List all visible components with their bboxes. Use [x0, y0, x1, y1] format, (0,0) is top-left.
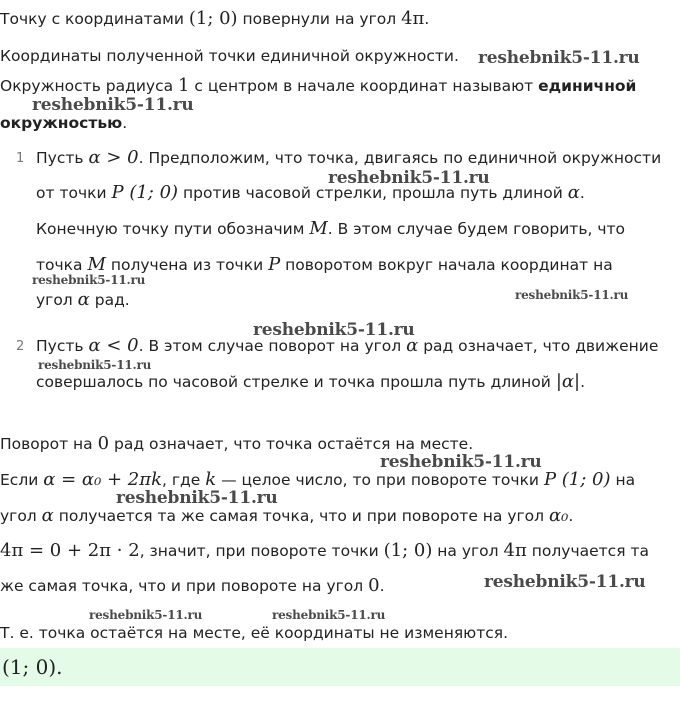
item1-text: . Предположим, что точка, двигаясь по единичной окружности [138, 149, 662, 167]
item2-text: . [580, 373, 586, 391]
item2-text: Пусть [36, 337, 84, 355]
item1-point-m: M [309, 218, 328, 239]
periodicity-line-2 [0, 505, 573, 527]
watermark: reshebnik5-11.ru [32, 95, 194, 115]
watermark: reshebnik5-11.ru [116, 488, 278, 508]
periodicity-text: на [615, 471, 636, 489]
item1-text: рад. [94, 291, 130, 309]
calc-equation: 4π = 0 + 2π · 2 [0, 540, 140, 561]
item1-alpha: α [567, 182, 580, 203]
item2-condition: α < 0 [88, 335, 139, 356]
intro-text-3: . [424, 10, 430, 28]
item1-alpha: α [77, 289, 90, 310]
item1-condition: α > 0 [88, 147, 139, 168]
item1-line-5 [36, 289, 130, 311]
periodicity-text: получается та же самая точка, что и при повороте на угол [58, 507, 545, 525]
item1-text: поворотом вокруг начала координат на [285, 256, 613, 274]
watermark: reshebnik5-11.ru [272, 608, 386, 622]
item2-text: . В этом случае поворот на угол [138, 337, 402, 355]
watermark: reshebnik5-11.ru [484, 572, 646, 592]
intro-text-2: повернули на угол [242, 10, 397, 28]
periodicity-text: угол [0, 507, 37, 525]
calc-point: (1; 0) [383, 540, 433, 561]
list-number-2: 2 [16, 339, 25, 354]
periodicity-equation: α = α₀ + 2πk [43, 469, 163, 490]
calc-text: . [379, 577, 385, 595]
item1-line-3 [36, 218, 625, 240]
item1-text: против часовой стрелки, прошла путь длиной [183, 184, 563, 202]
watermark: reshebnik5-11.ru [478, 48, 640, 68]
watermark: reshebnik5-11.ru [380, 452, 542, 472]
zero-text: Поворот на [0, 435, 93, 453]
item1-text: Конечную точку пути обозначим [36, 220, 305, 238]
intro-text-1: Точку с координатами [0, 10, 184, 28]
intro-point: (1; 0) [188, 8, 238, 29]
item1-text: от точки [36, 184, 107, 202]
watermark: reshebnik5-11.ru [515, 288, 629, 302]
item1-line-1 [36, 147, 661, 169]
item1-text: угол [36, 291, 73, 309]
answer-box [0, 648, 680, 686]
item1-point-p: P [268, 254, 281, 275]
item1-line-2 [36, 182, 585, 204]
intro-angle: 4π [401, 8, 425, 29]
definition-line-2 [0, 112, 127, 134]
calc-angle: 4π [503, 540, 527, 561]
zero-value: 0 [97, 433, 110, 454]
item1-text: . В этом случае будем говорить, что [327, 220, 625, 238]
zero-text: рад означает, что точка остаётся на месте. [114, 435, 474, 453]
item1-point: P (1; 0) [111, 182, 179, 203]
periodicity-alpha0: α₀ [549, 505, 569, 526]
calc-text: получается та [531, 542, 649, 560]
item2-abs-alpha: |α| [555, 371, 581, 392]
intro-line [0, 8, 429, 30]
answer-value: (1; 0). [2, 655, 63, 679]
periodicity-text: . [568, 507, 574, 525]
periodicity-line-1 [0, 469, 635, 491]
calc-line-2 [0, 575, 385, 597]
item2-text: рад означает, что движение [423, 337, 659, 355]
list-number-1: 1 [16, 151, 25, 166]
definition-term-2: окружностью [0, 114, 123, 132]
watermark: reshebnik5-11.ru [253, 320, 415, 340]
calc-zero: 0 [368, 575, 380, 596]
watermark: reshebnik5-11.ru [32, 273, 146, 287]
definition-text-2: с центром в начале координат называют [194, 77, 534, 95]
calc-text: на угол [437, 542, 499, 560]
item1-point-m: M [87, 254, 106, 275]
definition-line-1 [0, 75, 636, 97]
item2-text: совершалось по часовой стрелке и точка прошла путь длиной [36, 373, 551, 391]
question-line: Координаты полученной точки единичной окружности. [0, 47, 459, 65]
watermark: reshebnik5-11.ru [328, 168, 490, 188]
item1-text: получена из точки [110, 256, 264, 274]
conclusion-line: Т. е. точка остаётся на месте, её координаты не изменяются. [0, 624, 509, 642]
item1-text: точка [36, 256, 83, 274]
definition-term-1: единичной [538, 77, 637, 95]
watermark: reshebnik5-11.ru [38, 358, 152, 372]
item2-alpha: α [406, 335, 419, 356]
definition-text-1: Окружность радиуса [0, 77, 174, 95]
calc-text: , значит, при повороте точки [139, 542, 379, 560]
periodicity-text: Если [0, 471, 39, 489]
calc-line-1 [0, 540, 649, 562]
periodicity-k: k [205, 469, 217, 490]
periodicity-point: P (1; 0) [543, 469, 611, 490]
definition-end: . [122, 114, 128, 132]
calc-text: же самая точка, что и при повороте на угол [0, 577, 364, 595]
periodicity-text: , где [162, 471, 201, 489]
item1-text: Пусть [36, 149, 84, 167]
definition-radius: 1 [178, 75, 190, 96]
periodicity-alpha: α [41, 505, 54, 526]
item1-text: . [579, 184, 585, 202]
periodicity-text: — целое число, то при повороте точки [221, 471, 540, 489]
watermark: reshebnik5-11.ru [89, 608, 203, 622]
item2-line-2 [36, 371, 585, 393]
